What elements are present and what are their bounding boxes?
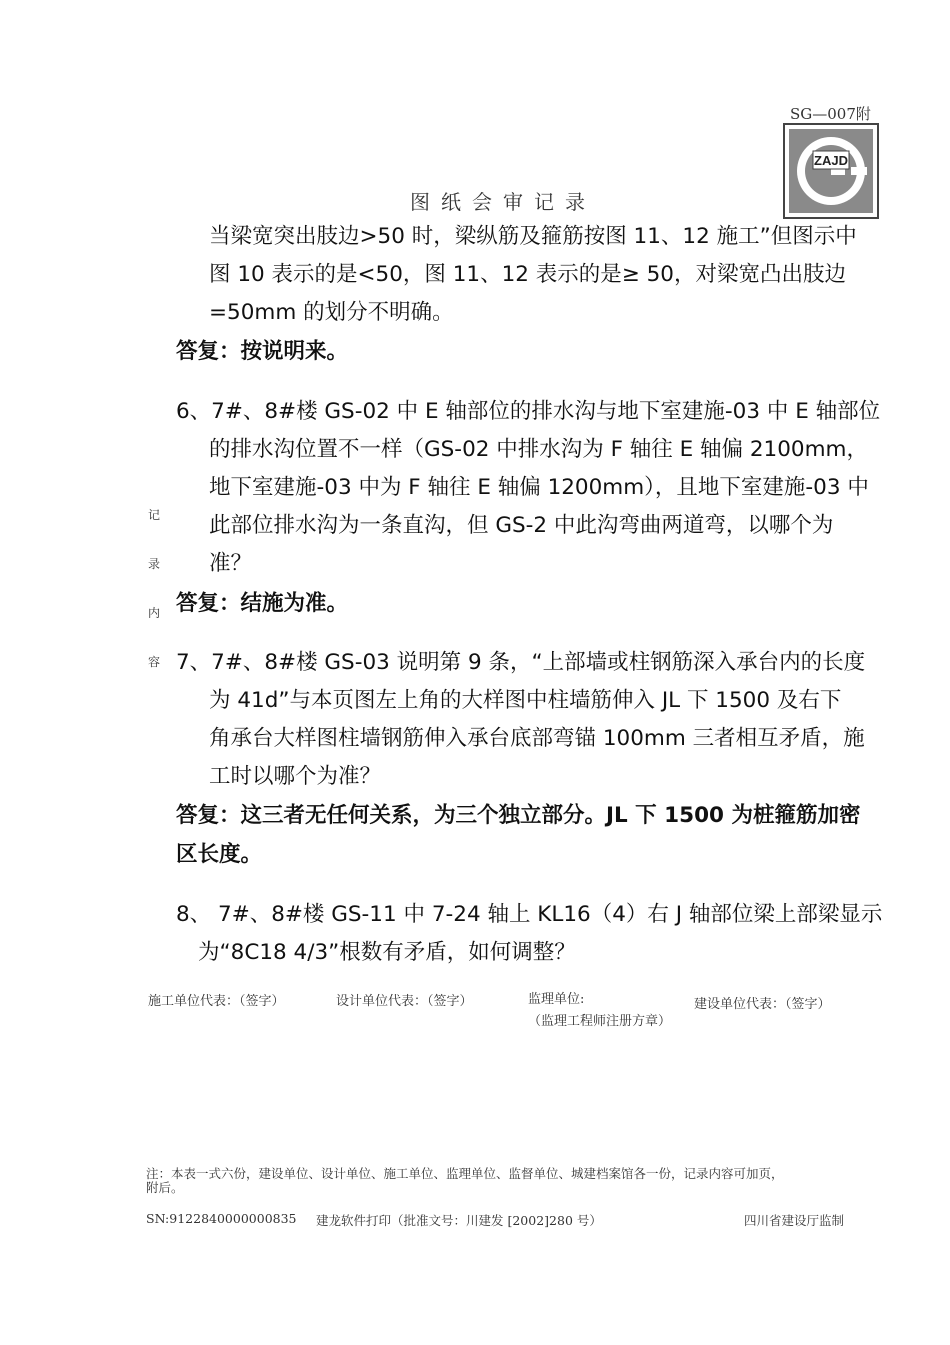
item5-line: =50mm 的划分不明确。 bbox=[209, 300, 454, 325]
item5-line: 图 10 表示的是<50，图 11、12 表示的是≥ 50，对梁宽凸出肢边 bbox=[209, 262, 846, 287]
item7-line: 工时以哪个为准？ bbox=[209, 764, 382, 789]
zajd-logo bbox=[783, 123, 879, 219]
signature-owner: 建设单位代表：（签字） bbox=[694, 997, 831, 1012]
item6-line: 地下室建施-03 中为 F 轴往 E 轴偏 1200mm），且地下室建施-03 中 bbox=[209, 475, 869, 500]
item6-reply: 答复：结施为准。 bbox=[176, 591, 349, 616]
item7-reply: 区长度。 bbox=[176, 842, 263, 867]
signature-supervision-note: （监理工程师注册方章） bbox=[528, 1014, 672, 1029]
item7-line: 为 41d”与本页图左上角的大样图中柱墙筋伸入 JL 下 1500 及右下 bbox=[209, 688, 842, 713]
item5-line: 当梁宽突出肢边>50 时，梁纵筋及箍筋按图 11、12 施工”但图示中 bbox=[209, 224, 857, 249]
side-label-char: 录 bbox=[148, 557, 161, 571]
item6-line: 准？ bbox=[209, 551, 253, 576]
signature-supervision: 监理单位: bbox=[528, 992, 585, 1007]
item5-reply: 答复：按说明来。 bbox=[176, 339, 349, 364]
side-label-char: 内 bbox=[148, 606, 161, 620]
item7-reply: 答复：这三者无任何关系，为三个独立部分。JL 下 1500 为桩箍筋加密 bbox=[176, 803, 861, 828]
form-code: SG—007附 bbox=[790, 105, 871, 123]
footer-sn: SN:9122840000000835 bbox=[146, 1211, 297, 1226]
signature-construction: 施工单位代表：（签字） bbox=[148, 994, 285, 1009]
side-label-char: 记 bbox=[148, 508, 161, 522]
footer-authority: 四川省建设厅监制 bbox=[744, 1213, 845, 1228]
item6-line: 的排水沟位置不一样（GS-02 中排水沟为 F 轴往 E 轴偏 2100mm， bbox=[209, 437, 868, 462]
item8-line: 8、 7#、8#楼 GS-11 中 7-24 轴上 KL16（4）右 J 轴部位梁上部梁显示 bbox=[176, 902, 883, 927]
page-title: 图纸会审记录 bbox=[410, 190, 596, 214]
item6-line: 6、7#、8#楼 GS-02 中 E 轴部位的排水沟与地下室建施-03 中 E 轴部位 bbox=[176, 399, 881, 424]
item8-line: 为“8C18 4/3”根数有矛盾，如何调整？ bbox=[198, 940, 576, 965]
item6-line: 此部位排水沟为一条直沟，但 GS-2 中此沟弯曲两道弯，以哪个为 bbox=[209, 513, 834, 538]
footer-note: 附后。 bbox=[146, 1180, 184, 1195]
footer-software: 建龙软件打印（批准文号：川建发 [2002]280 号） bbox=[316, 1213, 602, 1228]
side-label-char: 容 bbox=[148, 655, 161, 669]
item7-line: 角承台大样图柱墙钢筋伸入承台底部弯锚 100mm 三者相互矛盾，施 bbox=[209, 726, 865, 751]
signature-design: 设计单位代表：（签字） bbox=[336, 994, 473, 1009]
footer-note: 注：本表一式六份，建设单位、设计单位、施工单位、监理单位、监督单位、城建档案馆各一份，记录内容可加页， bbox=[146, 1166, 784, 1181]
item7-line: 7、7#、8#楼 GS-03 说明第 9 条，“上部墙或柱钢筋深入承台内的长度 bbox=[176, 650, 866, 675]
svg-text:ZAJD: ZAJD bbox=[814, 153, 848, 168]
